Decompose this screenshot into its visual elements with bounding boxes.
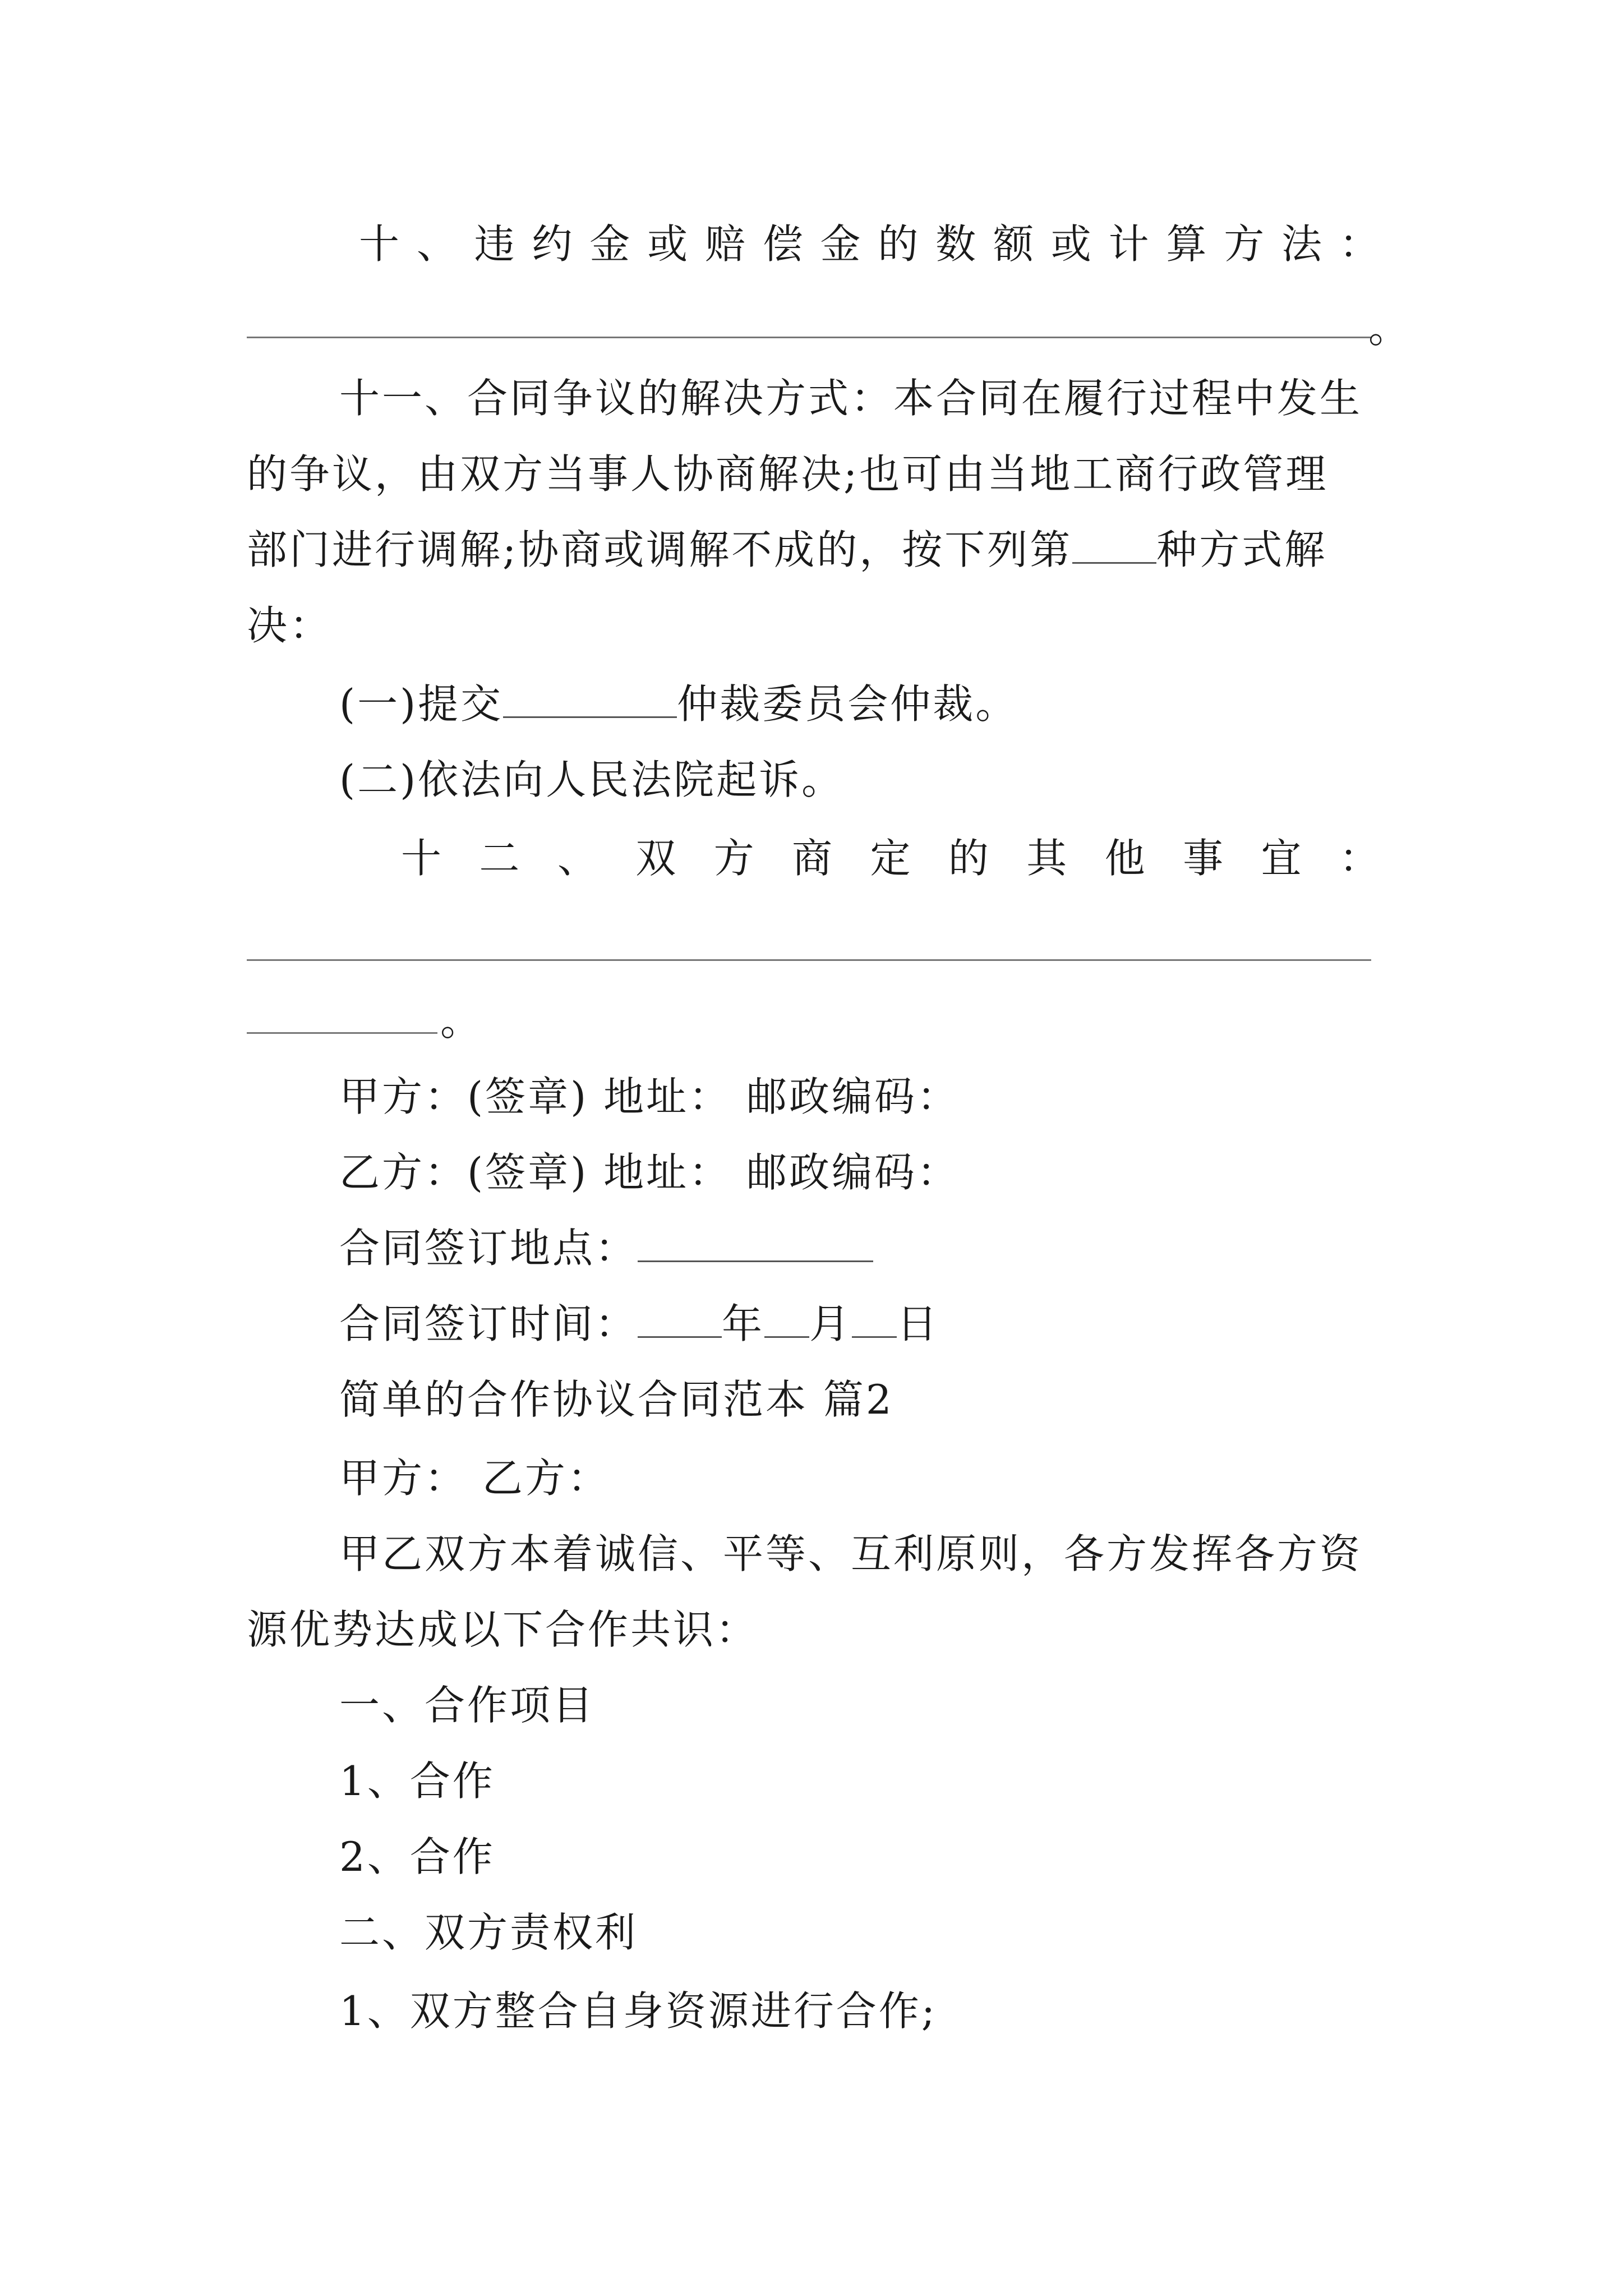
clause10-char: 数 [935,220,976,268]
year-label: 年 [722,1300,765,1347]
party-b-signature: 乙方：(签章) 地址： 邮政编码： [339,1149,960,1196]
heading-cooperation-project: 一、合作项目 [339,1682,596,1729]
clause12-char: 双 [635,835,676,882]
clause12-char: 、 [557,835,598,882]
cooperation-item-2: 2、合作 [339,1833,495,1880]
clause-11-line-4: 决： [247,602,333,649]
clause12-char: 方 [713,835,754,882]
clause-12-blank-line-2 [247,1032,437,1034]
arbitration-option-text: (一)提交 [339,680,504,728]
clause-10-heading [359,219,1380,269]
clause10-char: 额 [993,220,1034,268]
lawsuit-option: (二)依法向人民法院起诉。 [339,756,845,803]
clause-10-blank-line [247,337,1371,338]
heading-responsibilities: 二、双方责权利 [339,1909,638,1956]
clause-11-line-3-tail: 种方式解 [1156,526,1327,573]
responsibility-item-1: 1、双方整合自身资源进行合作; [339,1987,938,2035]
clause12-char: 十 [401,835,442,882]
clause10-char: 计 [1108,220,1149,268]
clause10-char: 约 [532,220,573,268]
clause10-char: 赔 [704,220,745,268]
signing-place-blank [638,1226,873,1262]
clause12-char: 定 [870,835,911,882]
day-blank [852,1301,897,1338]
clause-12-heading [401,833,1380,884]
clause12-char: 事 [1183,835,1224,882]
section-2-parties: 甲方： 乙方： [339,1455,610,1502]
clause10-char: 违 [474,220,515,268]
clause12-char: ： [1339,835,1380,882]
day-label: 日 [897,1300,940,1347]
year-blank [638,1301,722,1338]
signing-place-label: 合同签订地点： [339,1225,638,1272]
clause10-char: 算 [1166,220,1207,268]
clause10-char: 的 [878,220,919,268]
section-2-intro-1: 甲乙双方本着诚信、平等、互利原则，各方发挥各方资 [339,1530,1363,1577]
clause10-char: 金 [589,220,630,268]
clause10-char: 金 [820,220,861,268]
clause10-char: 方 [1224,220,1265,268]
clause-10-period: 。 [1368,305,1409,352]
method-number-blank [1072,527,1156,564]
clause10-char: 十 [359,220,400,268]
month-label: 月 [809,1300,852,1347]
clause12-char: 商 [792,835,833,882]
clause10-char: 偿 [762,220,803,268]
clause10-char: 法 [1281,220,1322,268]
section-2-intro-2: 源优势达成以下合作共识： [247,1606,759,1653]
clause12-char: 的 [948,835,989,882]
clause12-char: 他 [1104,835,1145,882]
party-a-signature: 甲方：(签章) 地址： 邮政编码： [339,1073,960,1120]
clause10-char: 、 [416,220,457,268]
section-2-title: 简单的合作协议合同范本 篇2 [339,1376,894,1423]
clause12-char: 二 [479,835,520,882]
month-blank [764,1301,809,1338]
clause-11-line-3-text: 部门进行调解;协商或调解不成的，按下列第 [247,526,1073,573]
arbitration-option-tail: 仲裁委员会仲裁。 [677,680,1018,728]
clause-12-blank-line-1 [247,959,1371,961]
clause-11-line-3 [247,524,1327,575]
clause10-char: ： [1339,220,1380,268]
arbitration-option [339,679,1018,729]
clause-11-line-1: 十一、合同争议的解决方式：本合同在履行过程中发生 [339,375,1363,422]
arbitration-committee-blank [503,682,677,718]
clause10-char: 或 [647,220,688,268]
signing-time [339,1299,939,1349]
cooperation-item-1: 1、合作 [339,1757,495,1805]
clause-12-period: 。 [440,997,481,1045]
signing-time-label: 合同签订时间： [339,1300,638,1347]
clause12-char: 其 [1026,835,1067,882]
signing-place [339,1223,873,1273]
clause-11-line-2: 的争议，由双方当事人协商解决;也可由当地工商行政管理 [247,450,1329,498]
clause12-char: 宜 [1261,835,1302,882]
clause10-char: 或 [1050,220,1091,268]
